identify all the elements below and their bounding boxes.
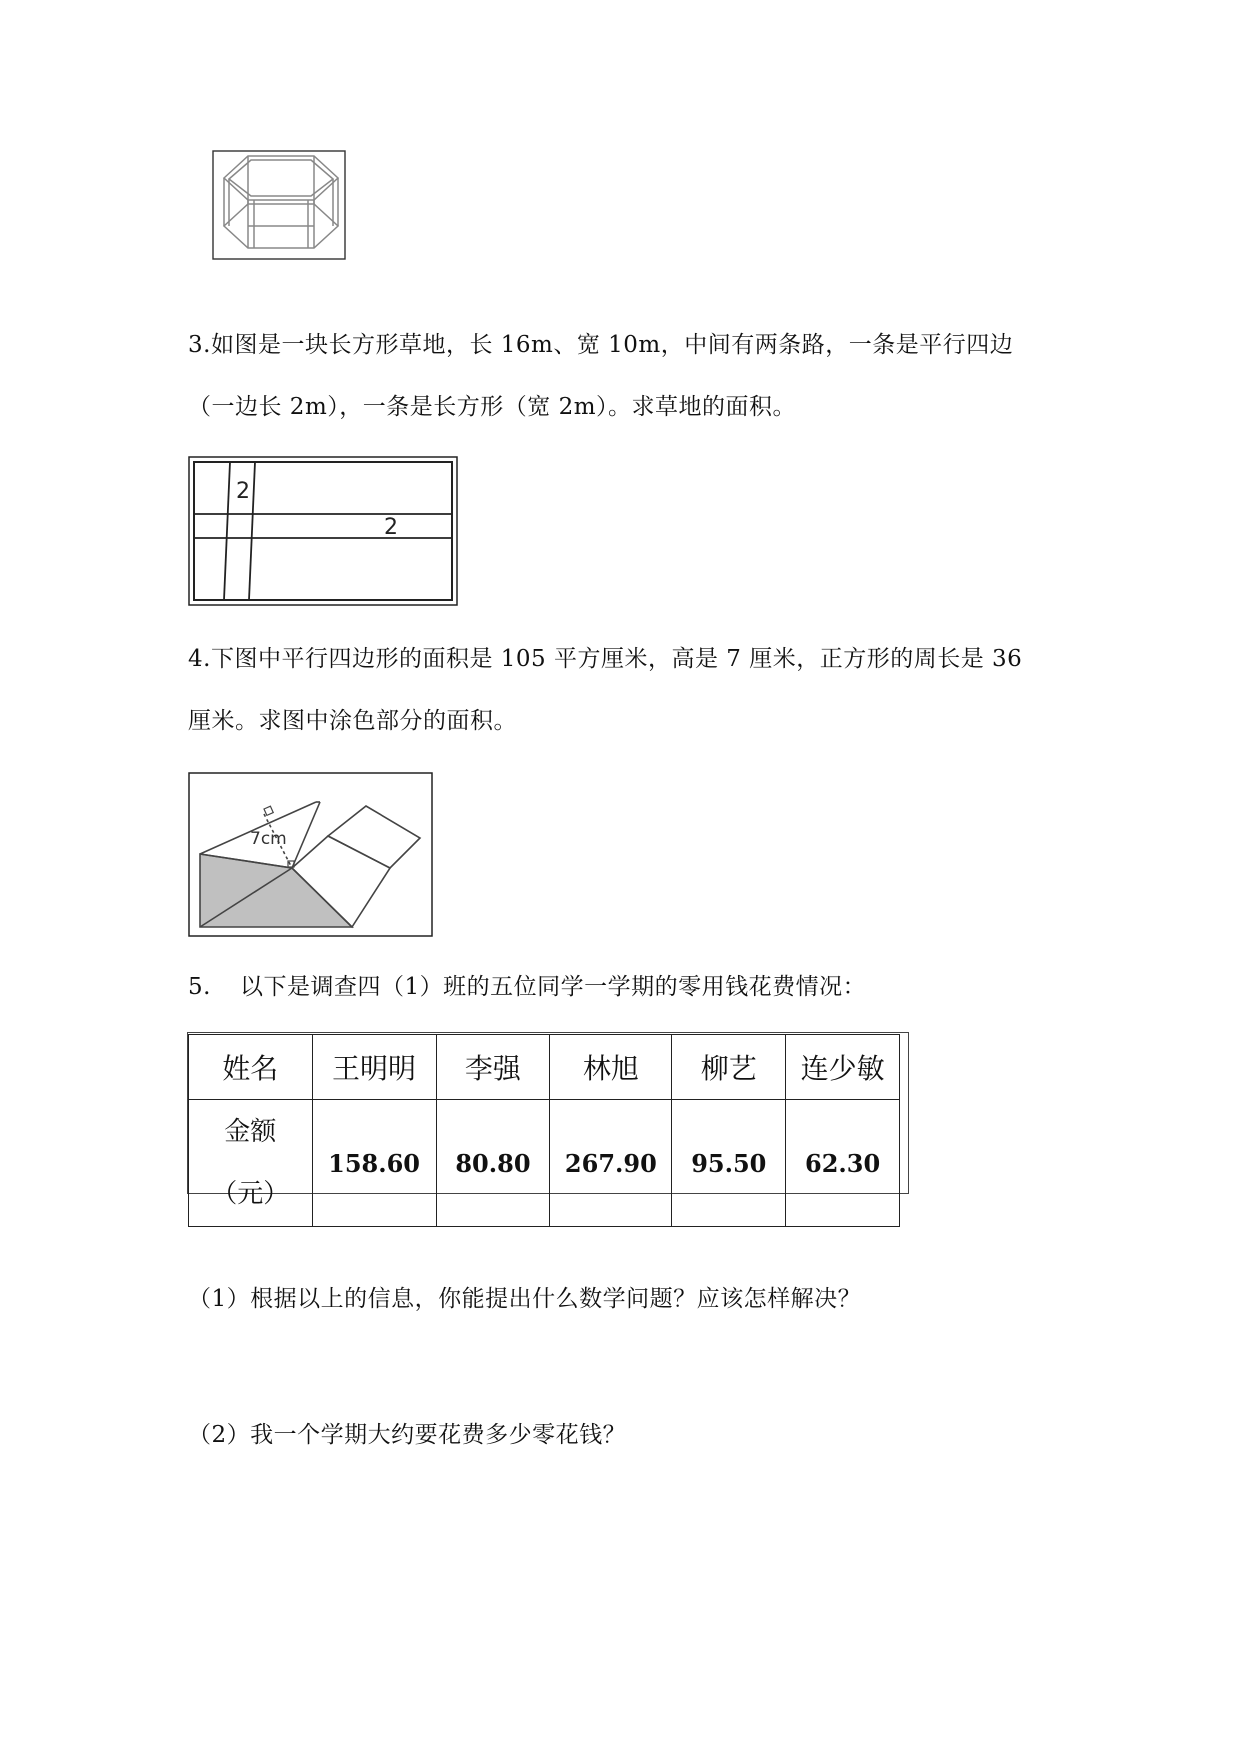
problem-4-line-1: 4.下图中平行四边形的面积是 105 平方厘米，高是 7 厘米，正方形的周长是 36 — [188, 646, 1023, 672]
hexagonal-prism-figure — [212, 150, 347, 262]
problem-4-line-2: 厘米。求图中涂色部分的面积。 — [188, 708, 517, 734]
question-1: （1）根据以上的信息，你能提出什么数学问题？应该怎样解决？ — [188, 1286, 862, 1312]
road-width-label-parallelogram: 2 — [236, 479, 250, 504]
amount-cell: 267.90 — [550, 1100, 672, 1227]
parallelogram-square-figure — [188, 772, 434, 938]
header-cell: 柳艺 — [672, 1035, 786, 1100]
table-header-row — [189, 1035, 900, 1100]
lawn-roads-figure — [188, 456, 460, 608]
pocket-money-table — [188, 1034, 900, 1227]
amount-cell: 80.80 — [436, 1100, 550, 1227]
problem-5-number: 5. — [188, 974, 211, 1000]
question-2: （2）我一个学期大约要花费多少零花钱？ — [188, 1422, 627, 1448]
road-width-label-rectangle: 2 — [384, 515, 398, 540]
height-label: 7cm — [250, 829, 287, 849]
problem-3-line-2: （一边长 2m），一条是长方形（宽 2m）。求草地的面积。 — [188, 394, 797, 420]
header-cell: 林旭 — [550, 1035, 672, 1100]
problem-3-line-1: 3.如图是一块长方形草地，长 16m、宽 10m，中间有两条路，一条是平行四边 — [188, 332, 1014, 358]
header-cell-name: 姓名 — [189, 1035, 313, 1100]
amount-label-cell — [189, 1100, 313, 1227]
problem-5-intro: 以下是调查四（1）班的五位同学一学期的零用钱花费情况： — [240, 974, 867, 1000]
header-cell: 连少敏 — [786, 1035, 900, 1100]
amount-cell: 158.60 — [312, 1100, 436, 1227]
amount-cell: 95.50 — [672, 1100, 786, 1227]
header-cell: 李强 — [436, 1035, 550, 1100]
table-amount-row — [189, 1100, 900, 1227]
amount-cell: 62.30 — [786, 1100, 900, 1227]
amount-label-line-1: 金额 — [224, 1117, 277, 1147]
header-cell: 王明明 — [312, 1035, 436, 1100]
amount-label-line-2: （元） — [211, 1179, 290, 1209]
